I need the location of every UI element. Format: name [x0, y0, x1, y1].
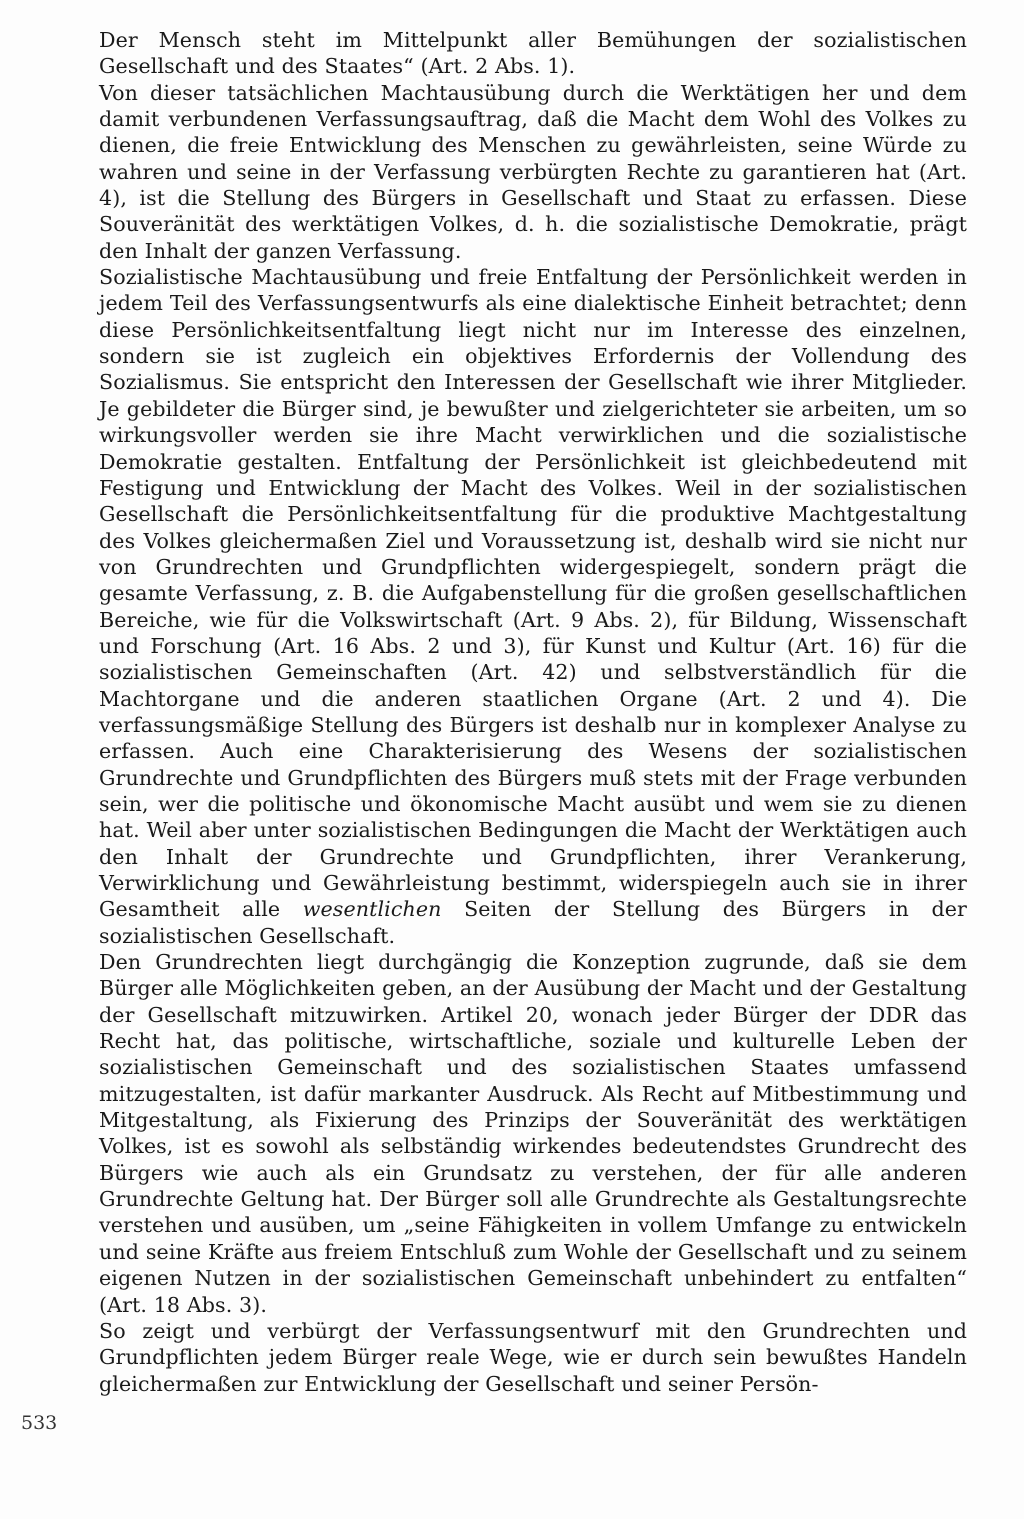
- body-text: [99, 27, 967, 1397]
- paragraph-text: Von dieser tatsächlichen Machtausübung durch die Werktätigen her und dem damit verbundenen Verfassungsauftrag, daß die Macht dem Wohl des Volkes zu dienen, die freie Entwicklung des Menschen zu gewährleisten, seine Würde zu wahren und seine in der Verfassung verbürgten Rechte zu garantieren hat (Art. 4), ist die Stellung des Bürgers in Gesellschaft und Staat zu erfassen. Diese Souveränität des werktätigen Volkes, d. h. die sozialistische Demokratie, prägt den Inhalt der ganzen Verfassung.: [99, 80, 967, 263]
- paragraph-text: Sozialistische Machtausübung und freie Entfaltung der Persönlichkeit werden in jedem Teil des Verfassungsentwurfs als eine dialektische Einheit betrachtet; denn diese Persönlichkeitsentfaltung liegt nicht nur im Interesse des einzelnen, sondern sie ist zugleich ein objektives Erfordernis der Vollendung des Sozialismus. Sie entspricht den Interessen der Gesellschaft wie ihrer Mitglieder. Je gebildeter die Bürger sind, je bewußter und zielgerichteter sie arbeiten, um so wirkungsvoller werden sie ihre Macht verwirklichen und die sozialistische Demokratie gestalten. Entfaltung der Persönlichkeit ist gleichbedeutend mit Festigung und Entwicklung der Macht des Volkes. Weil in der sozialistischen Gesellschaft die Persönlichkeitsentfaltung für die produktive Machtgestaltung des Volkes gleichermaßen Ziel und Voraussetzung ist, deshalb wird sie nicht nur von Grundrechten und Grundpflichten widergespiegelt, sondern prägt die gesamte Verfassung, z. B. die Aufgabenstellung für die großen gesellschaftlichen Bereiche, wie für die Volkswirtschaft (Art. 9 Abs. 2), für Bildung, Wissenschaft und Forschung (Art. 16 Abs. 2 und 3), für Kunst und Kultur (Art. 16) für die sozialistischen Gemeinschaften (Art. 42) und selbstverständlich für die Machtorgane und die anderen staatlichen Organe (Art. 2 und 4). Die verfassungsmäßige Stellung des Bürgers ist deshalb nur in komplexer Analyse zu erfassen. Auch eine Charakterisierung des Wesens der sozialistischen Grundrechte und Grundpflichten des Bürgers muß stets mit der Frage verbunden sein, wer die politische und ökonomische Macht ausübt und wem sie zu dienen hat. Weil aber unter sozialistischen Bedingungen die Macht der Werktätigen auch den Inhalt der Grundrechte und Grundpflichten, ihrer Verankerung, Verwirklichung und Gewährleistung bestimmt, widerspiegeln auch sie in ihrer Gesamtheit alle: [99, 265, 967, 922]
- page-number: 533: [21, 1412, 58, 1434]
- emphasized-word: wesentlichen: [302, 897, 442, 922]
- paragraph-text: Den Grundrechten liegt durchgängig die Konzeption zugrunde, daß sie dem Bürger alle Möglichkeiten geben, an der Ausübung der Macht und der Gestaltung der Gesellschaft mitzuwirken. Artikel 20, wonach jeder Bürger der DDR das Recht hat, das politische, wirtschaftliche, soziale und kulturelle Leben der sozialistischen Gemeinschaft und des sozialistischen Staates umfassend mitzugestalten, ist dafür markanter Ausdruck. Als Recht auf Mitbestimmung und Mitgestaltung, als Fixierung des Prinzips der Souveränität des werktätigen Volkes, ist es sowohl als selbständig wirkendes bedeutendstes Grundrecht des Bürgers wie auch als ein Grundsatz zu verstehen, der für alle anderen Grundrechte Geltung hat. Der Bürger soll alle Grundrechte als Gestaltungsrechte verstehen und ausüben, um „seine Fähigkeiten in vollem Umfange zu entwickeln und seine Kräfte aus freiem Entschluß zum Wohle der Gesellschaft und zu seinem eigenen Nutzen in der sozialistischen Gemeinschaft unbehindert zu entfalten“ (Art. 18 Abs. 3).: [99, 950, 967, 1317]
- paragraph-3: [99, 264, 967, 949]
- paragraph-2: [99, 80, 967, 264]
- paragraph-4: [99, 949, 967, 1318]
- paragraph-1: [99, 27, 967, 80]
- paragraph-text: So zeigt und verbürgt der Verfassungsentwurf mit den Grundrechten und Grundpflichten jedem Bürger reale Wege, wie er durch sein bewußtes Handeln gleichermaßen zur Entwicklung der Gesellschaft und seiner Persön-: [99, 1318, 967, 1396]
- paragraph-5: [99, 1318, 967, 1397]
- paragraph-text: Seiten der Stellung des Bürgers in der sozialistischen Gesellschaft.: [99, 897, 967, 948]
- paragraph-text: Der Mensch steht im Mittelpunkt aller Bemühungen der sozialistischen Gesellschaft und des Staates“ (Art. 2 Abs. 1).: [99, 28, 967, 79]
